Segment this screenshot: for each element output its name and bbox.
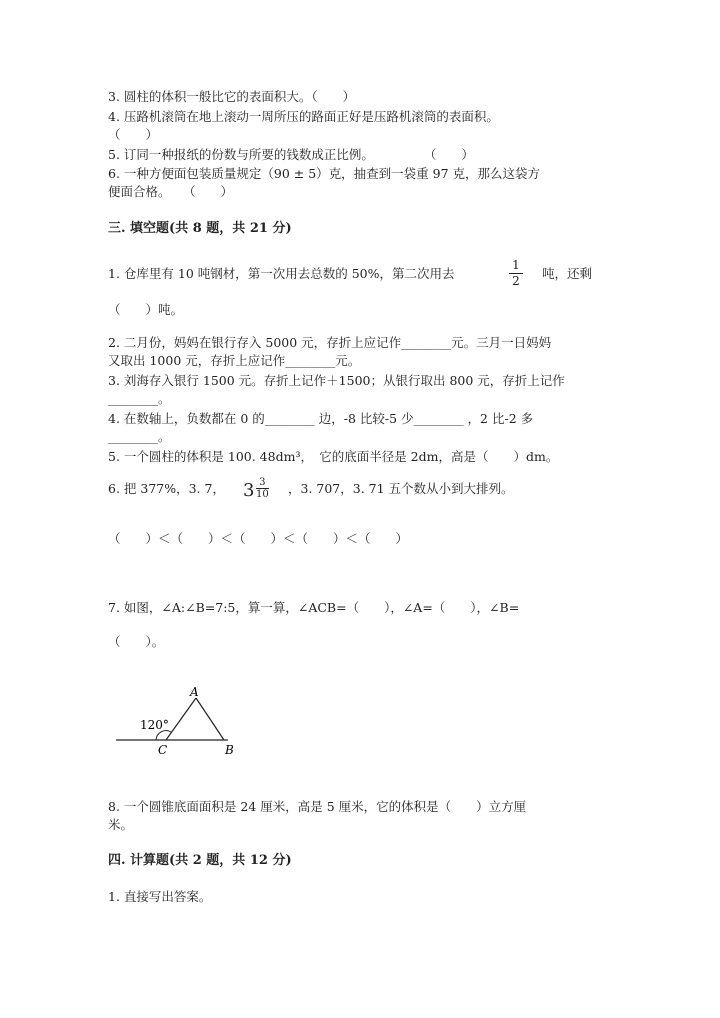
- judgement-q3: 3. 圆柱的体积一般比它的表面积大。（ ）: [108, 89, 356, 104]
- fill-q6-mixed-number: [243, 477, 273, 506]
- side-ab: [196, 698, 224, 740]
- vertex-label-b: B: [225, 743, 234, 757]
- fill-q2-line1: 2. 二月份，妈妈在银行存入 5000 元，存折上应记作________元。三月一日妈妈: [108, 335, 552, 350]
- fill-q6-answer-blanks: （ ）＜（ ）＜（ ）＜（ ）＜（ ）: [108, 531, 409, 546]
- fraction-denominator: 2: [512, 274, 520, 288]
- fill-q6-part1: 6. 把 377%，3. 7，: [108, 481, 225, 496]
- judgement-q4-line2: （ ）: [108, 127, 159, 142]
- mixed-numerator: 3: [259, 477, 266, 488]
- vertex-label-a: A: [190, 685, 199, 699]
- fill-q4-line1: 4. 在数轴上，负数都在 0 的________ 边，-8 比较-5 少________ ，2 比-2 多: [108, 411, 534, 426]
- triangle-figure: [110, 680, 250, 765]
- judgement-q4-line1: 4. 压路机滚筒在地上滚动一周所压的路面正好是压路机滚筒的表面积。: [108, 109, 499, 124]
- fill-q1-part1: 1. 仓库里有 10 吨钢材，第一次用去总数的 50%，第二次用去: [108, 266, 455, 281]
- side-ca: [166, 698, 196, 740]
- fill-q7-line2: （ ）。: [108, 634, 165, 649]
- fill-q8-line2: 米。: [108, 817, 134, 832]
- section4-heading: 四. 计算题(共 2 题，共 12 分): [108, 853, 292, 868]
- fill-q1-fraction: [509, 259, 523, 288]
- fill-q8-line1: 8. 一个圆锥底面面积是 24 厘米，高是 5 厘米，它的体积是（ ）立方厘: [108, 799, 527, 814]
- fill-q7-line1: 7. 如图，∠A:∠B=7:5，算一算，∠ACB=（ ），∠A=（ ），∠B=: [108, 600, 520, 615]
- fill-q1-line2: （ ）吨。: [108, 302, 184, 317]
- judgement-q5: 5. 订同一种报纸的份数与所要的钱数成正比例。 （ ）: [108, 147, 474, 162]
- fill-q3-line1: 3. 刘海存入银行 1500 元。存折上记作＋1500；从银行取出 800 元，存折上记作: [108, 373, 565, 388]
- vertex-label-c: C: [158, 743, 168, 757]
- mixed-whole: 3: [243, 480, 255, 501]
- fill-q6-part2: ，3. 707，3. 71 五个数从小到大排列。: [288, 481, 514, 496]
- fill-q5: 5. 一个圆柱的体积是 100. 48dm³， 它的底面半径是 2dm，高是（ ）dm。: [108, 449, 559, 464]
- fill-q2-line2: 又取出 1000 元，存折上应记作________元。: [108, 353, 361, 368]
- fill-q4-line2: ________。: [108, 429, 171, 444]
- fill-q1-part2: 吨，还剩: [542, 266, 593, 281]
- judgement-q6-line2: 便面合格。 （ ）: [108, 184, 234, 199]
- section3-heading: 三. 填空题(共 8 题，共 21 分): [108, 221, 292, 236]
- calc-q1: 1. 直接写出答案。: [108, 889, 212, 904]
- mixed-denominator: 10: [256, 489, 269, 500]
- judgement-q6-line1: 6. 一种方便面包装质量规定（90 ± 5）克，抽查到一袋重 97 克，那么这袋方: [108, 166, 541, 181]
- fill-q3-line2: ________。: [108, 391, 171, 406]
- fraction-numerator: 1: [512, 258, 520, 272]
- angle-label: 120°: [140, 718, 169, 732]
